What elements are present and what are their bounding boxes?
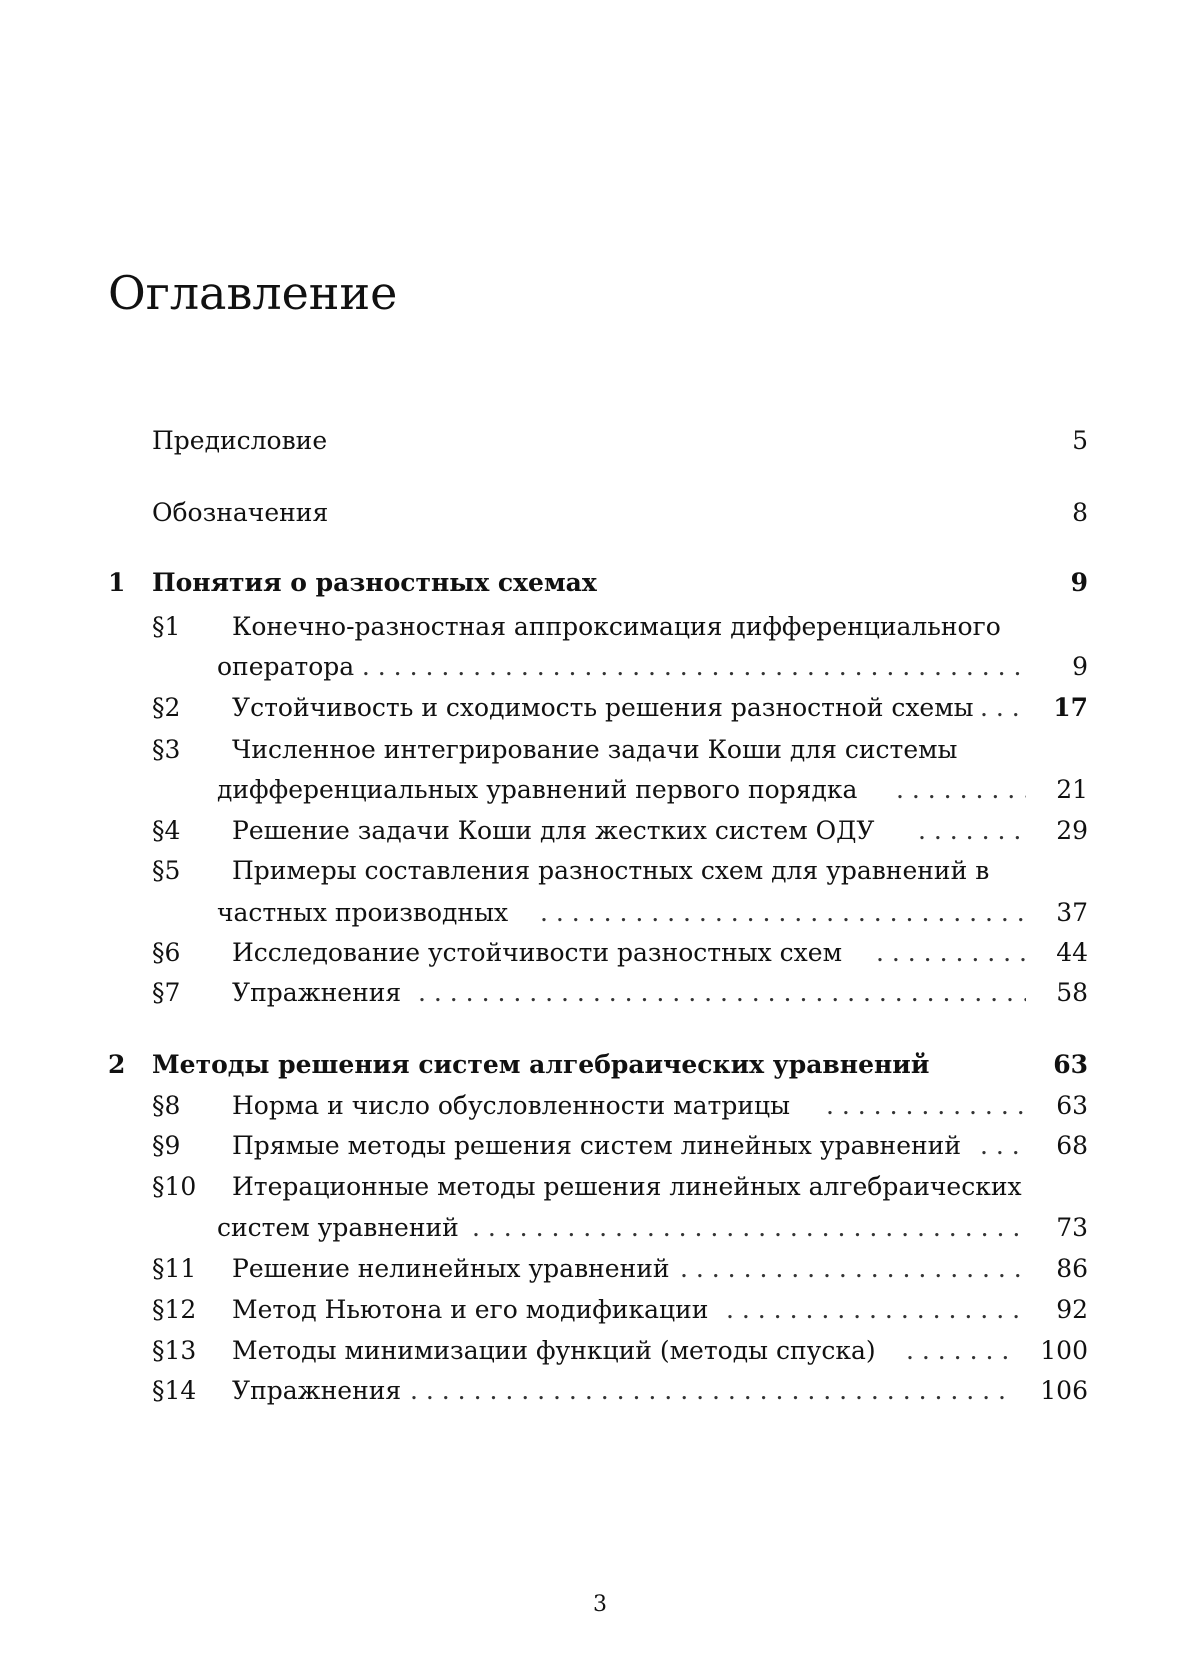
section-title: Прямые методы решения систем линейных уравнений [232, 1131, 961, 1160]
section-page: 100 [1040, 1336, 1088, 1365]
section-number: §11 [152, 1254, 197, 1283]
section-title-continued: систем уравнений [217, 1213, 459, 1242]
chapter-title: Методы решения систем алгебраических уравнений [152, 1050, 930, 1079]
toc-entry-title: Обозначения [152, 498, 329, 527]
section-page: 37 [1056, 898, 1088, 927]
leader-dots [540, 900, 1026, 925]
section-number: §4 [152, 816, 181, 845]
section-page: 73 [1056, 1213, 1088, 1242]
leader-dots [876, 940, 1026, 965]
chapter-number: 2 [108, 1050, 126, 1079]
section-title: Итерационные методы решения линейных алгебраических [232, 1172, 1022, 1201]
section-title: Решение нелинейных уравнений [232, 1254, 670, 1283]
leader-dots [896, 777, 1026, 802]
leader-dots [826, 1093, 1026, 1118]
section-page: 63 [1056, 1091, 1088, 1120]
section-title: Конечно-разностная аппроксимация дифференциального [232, 612, 1001, 641]
leader-dots [418, 980, 1026, 1005]
section-number: §2 [152, 693, 181, 722]
leader-dots [680, 1256, 1026, 1281]
section-number: §8 [152, 1091, 181, 1120]
section-page: 29 [1056, 816, 1088, 845]
section-title-continued: оператора [217, 652, 355, 681]
page-title: Оглавление [108, 266, 398, 320]
section-number: §9 [152, 1131, 181, 1160]
section-page: 68 [1056, 1131, 1088, 1160]
section-page: 106 [1040, 1376, 1088, 1405]
section-page: 86 [1056, 1254, 1088, 1283]
section-number: §13 [152, 1336, 197, 1365]
section-title-continued: дифференциальных уравнений первого порядка [217, 775, 858, 804]
section-number: §5 [152, 856, 181, 885]
section-title: Устойчивость и сходимость решения разностной схемы [232, 693, 974, 722]
leader-dots [980, 695, 1026, 720]
section-number: §3 [152, 735, 181, 764]
section-number: §6 [152, 938, 181, 967]
section-number: §10 [152, 1172, 197, 1201]
chapter-number: 1 [108, 568, 126, 597]
leader-dots [472, 1215, 1026, 1240]
toc-entry-page: 5 [1072, 426, 1088, 455]
toc-entry-title: Предисловие [152, 426, 328, 455]
section-page: 21 [1056, 775, 1088, 804]
toc-entry-page: 8 [1072, 498, 1088, 527]
page-number: 3 [593, 1592, 607, 1617]
section-number: §7 [152, 978, 181, 1007]
section-title: Численное интегрирование задачи Коши для системы [232, 735, 958, 764]
section-title: Упражнения [232, 978, 402, 1007]
chapter-page: 63 [1053, 1050, 1088, 1079]
section-number: §14 [152, 1376, 197, 1405]
section-title: Решение задачи Коши для жестких систем ОДУ [232, 816, 875, 845]
section-title: Примеры составления разностных схем для уравнений в [232, 856, 990, 885]
section-number: §1 [152, 612, 181, 641]
leader-dots [906, 1338, 1016, 1363]
section-page: 58 [1056, 978, 1088, 1007]
section-title: Исследование устойчивости разностных схем [232, 938, 843, 967]
leader-dots [346, 654, 1026, 679]
section-title-continued: частных производных [217, 898, 509, 927]
leader-dots [980, 1133, 1026, 1158]
section-page: 44 [1056, 938, 1088, 967]
section-title: Метод Ньютона и его модификации [232, 1295, 709, 1324]
section-title: Упражнения [232, 1376, 402, 1405]
chapter-title: Понятия о разностных схемах [152, 568, 597, 597]
section-page: 92 [1056, 1295, 1088, 1324]
section-title: Методы минимизации функций (методы спуска) [232, 1336, 876, 1365]
section-number: §12 [152, 1295, 197, 1324]
chapter-page: 9 [1070, 568, 1088, 597]
leader-dots [410, 1378, 1016, 1403]
section-title: Норма и число обусловленности матрицы [232, 1091, 790, 1120]
section-page: 17 [1053, 693, 1088, 722]
leader-dots [726, 1297, 1026, 1322]
leader-dots [918, 818, 1026, 843]
section-page: 9 [1072, 652, 1088, 681]
